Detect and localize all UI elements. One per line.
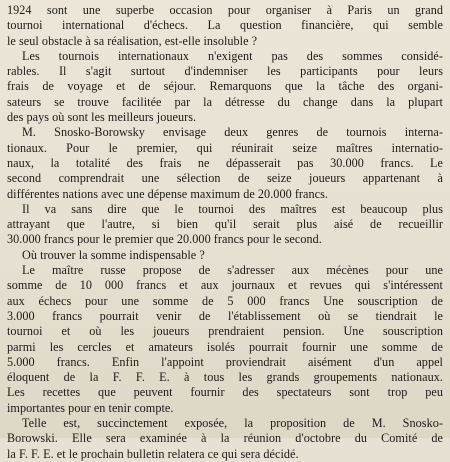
article-text <box>7 3 443 462</box>
text-line: attrayant que l'autre, si bien qu'il serait plus aisé de recueillir <box>7 217 443 232</box>
text-line: Il va sans dire que le tournoi des maîtres est beaucoup plus <box>22 201 443 216</box>
text-line: 30.000 francs pour le premier que 20.000 francs pour le second. <box>7 232 322 247</box>
text-line: aux échecs pour une somme de 5 000 francs Une souscription de <box>7 293 443 308</box>
text-line: 1924 sont une superbe occasion pour organiser à Paris un grand <box>7 3 443 17</box>
text-line: Les tournois internationaux n'exigent pas des sommes considé- <box>22 48 443 63</box>
text-line: Borowski. Elle sera examinée à la réunion d'octobre du Comité de <box>7 431 443 446</box>
text-line: tournoi et où les joueurs prendraient pension. Une souscription <box>7 324 443 339</box>
text-line: parmi les cercles et amateurs isolés pourrait fournir une somme de <box>7 339 443 354</box>
text-line: naux, la totalité des frais ne dépasserait pas 30.000 francs. Le <box>7 155 443 170</box>
text-line: le seul obstacle à sa réalisation, est-elle insoluble ? <box>7 33 258 48</box>
text-line: M. Snosko-Borowsky envisage deux genres de tournois interna- <box>22 125 443 140</box>
text-line: somme de 10 000 francs et aux journaux et revues qui s'intéressent <box>7 278 443 293</box>
text-line: Où trouver la somme indispensable ? <box>22 247 205 262</box>
text-line: second comprendrait une sélection de seize joueurs appartenant à <box>7 171 443 186</box>
text-line: 3.000 francs pourrait venir de l'établissement où se tiendrait le <box>7 308 443 323</box>
text-line: importantes pour en tenir compte. <box>7 400 174 415</box>
text-line: rables. Il s'agit surtout d'indemniser les participants pour leurs <box>7 64 443 79</box>
text-line: différentes nations avec une dépense maximum de 20.000 francs. <box>7 186 328 201</box>
text-line: 5.000 francs. Enfin l'appoint proviendrait aisément d'un appel <box>7 354 443 369</box>
text-line: éloquent de la F. F. E. à tous les grands groupements nationaux. <box>7 370 443 385</box>
text-line: tournoi international d'échecs. La question financière, qui semble <box>7 18 443 33</box>
text-line: des pays où sont les meilleurs joueurs. <box>7 110 197 125</box>
text-line: frais de voyage et de séjour. Remarquons que la tâche des organi- <box>7 79 443 94</box>
text-line: tionaux. Pour le premier, qui réunirait seize maîtres internatio- <box>7 140 443 155</box>
text-line: la F. F. E. et le prochain bulletin relatera ce qui sera décidé. <box>7 446 299 461</box>
text-line: Les recettes que peuvent fournir des spectateurs sont trop peu <box>7 385 443 400</box>
text-line: Telle est, succinctement exposée, la proposition de M. Snosko- <box>22 416 443 431</box>
text-line: sateurs se trouve facilitée par la détresse du change dans la plupart <box>7 94 443 109</box>
text-line: Le maître russe propose de s'adresser aux mécènes pour une <box>22 263 443 278</box>
